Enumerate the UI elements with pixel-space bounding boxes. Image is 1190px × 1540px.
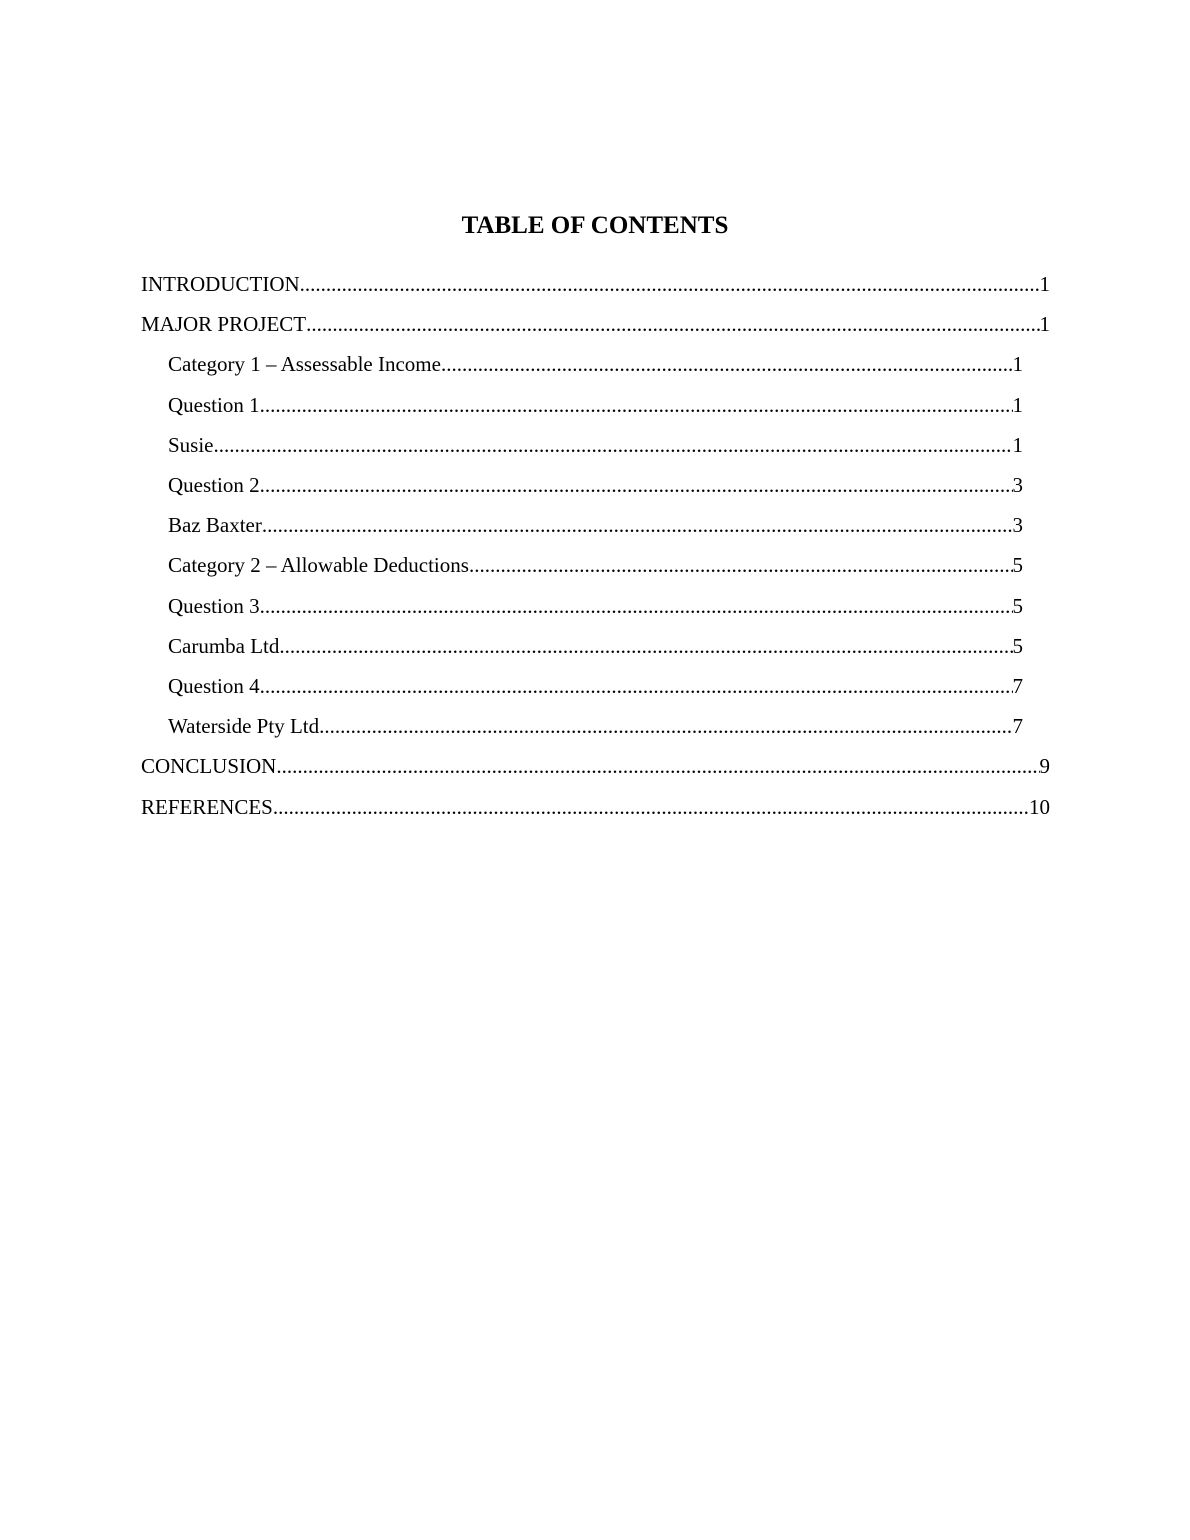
toc-page-number: 1 xyxy=(1039,312,1050,337)
toc-dot-leader xyxy=(441,344,1013,384)
toc-entry-text: Waterside Pty Ltd xyxy=(168,714,320,739)
toc-dot-leader xyxy=(469,545,1013,585)
toc-entry-text: Susie xyxy=(168,432,214,457)
toc-entry-question-4[interactable] xyxy=(168,666,1023,706)
toc-entry-text: Category 2 – Allowable Deductions xyxy=(168,553,469,578)
toc-dot-leader xyxy=(260,465,1013,505)
toc-page-number: 10 xyxy=(1029,794,1050,819)
toc-entry-baz-baxter[interactable] xyxy=(168,505,1023,545)
toc-page-number: 9 xyxy=(1039,754,1050,779)
toc-dot-leader xyxy=(279,626,1012,666)
toc-dot-leader xyxy=(214,425,1013,465)
toc-entry-text: Question 2 xyxy=(168,473,260,498)
toc-entry-text: CONCLUSION xyxy=(141,754,277,779)
toc-page-number: 7 xyxy=(1012,673,1023,698)
toc-page-number: 5 xyxy=(1012,553,1023,578)
toc-entry-question-3[interactable] xyxy=(168,586,1023,626)
toc-entry-text: MAJOR PROJECT xyxy=(141,312,307,337)
toc-entry-text: INTRODUCTION xyxy=(141,272,300,297)
toc-dot-leader xyxy=(262,505,1013,545)
toc-page-number: 3 xyxy=(1012,473,1023,498)
toc-dot-leader xyxy=(300,264,1040,304)
toc-entry-references[interactable] xyxy=(141,786,1050,826)
toc-entry-introduction[interactable] xyxy=(141,264,1050,304)
toc-entry-category-2[interactable] xyxy=(168,545,1023,585)
toc-dot-leader xyxy=(306,304,1039,344)
toc-page-number: 5 xyxy=(1012,593,1023,618)
toc-page-number: 1 xyxy=(1012,352,1023,377)
toc-list xyxy=(0,264,1190,827)
toc-entry-waterside-pty-ltd[interactable] xyxy=(168,706,1023,746)
toc-dot-leader xyxy=(260,586,1013,626)
toc-entry-text: Question 1 xyxy=(168,392,260,417)
toc-dot-leader xyxy=(276,746,1039,786)
toc-page-number: 1 xyxy=(1012,392,1023,417)
toc-entry-text: Question 3 xyxy=(168,593,260,618)
toc-entry-text: Baz Baxter xyxy=(168,513,262,538)
toc-entry-text: Question 4 xyxy=(168,673,260,698)
toc-dot-leader xyxy=(273,787,1029,827)
toc-entry-carumba-ltd[interactable] xyxy=(168,626,1023,666)
toc-entry-conclusion[interactable] xyxy=(141,746,1050,786)
toc-entry-category-1[interactable] xyxy=(168,344,1023,384)
toc-page-number: 7 xyxy=(1012,714,1023,739)
toc-dot-leader xyxy=(319,706,1012,746)
toc-entry-susie[interactable] xyxy=(168,425,1023,465)
toc-entry-text: REFERENCES xyxy=(141,794,273,819)
toc-entry-text: Carumba Ltd xyxy=(168,633,280,658)
toc-page-number: 5 xyxy=(1012,633,1023,658)
toc-dot-leader xyxy=(260,385,1013,425)
toc-dot-leader xyxy=(260,666,1013,706)
toc-page-number: 1 xyxy=(1039,272,1050,297)
toc-entry-question-2[interactable] xyxy=(168,465,1023,505)
toc-title: TABLE OF CONTENTS xyxy=(461,212,729,239)
toc-page-number: 1 xyxy=(1012,432,1023,457)
toc-entry-major-project[interactable] xyxy=(141,304,1050,344)
toc-entry-text: Category 1 – Assessable Income xyxy=(168,352,441,377)
toc-entry-question-1[interactable] xyxy=(168,385,1023,425)
toc-page-number: 3 xyxy=(1012,513,1023,538)
